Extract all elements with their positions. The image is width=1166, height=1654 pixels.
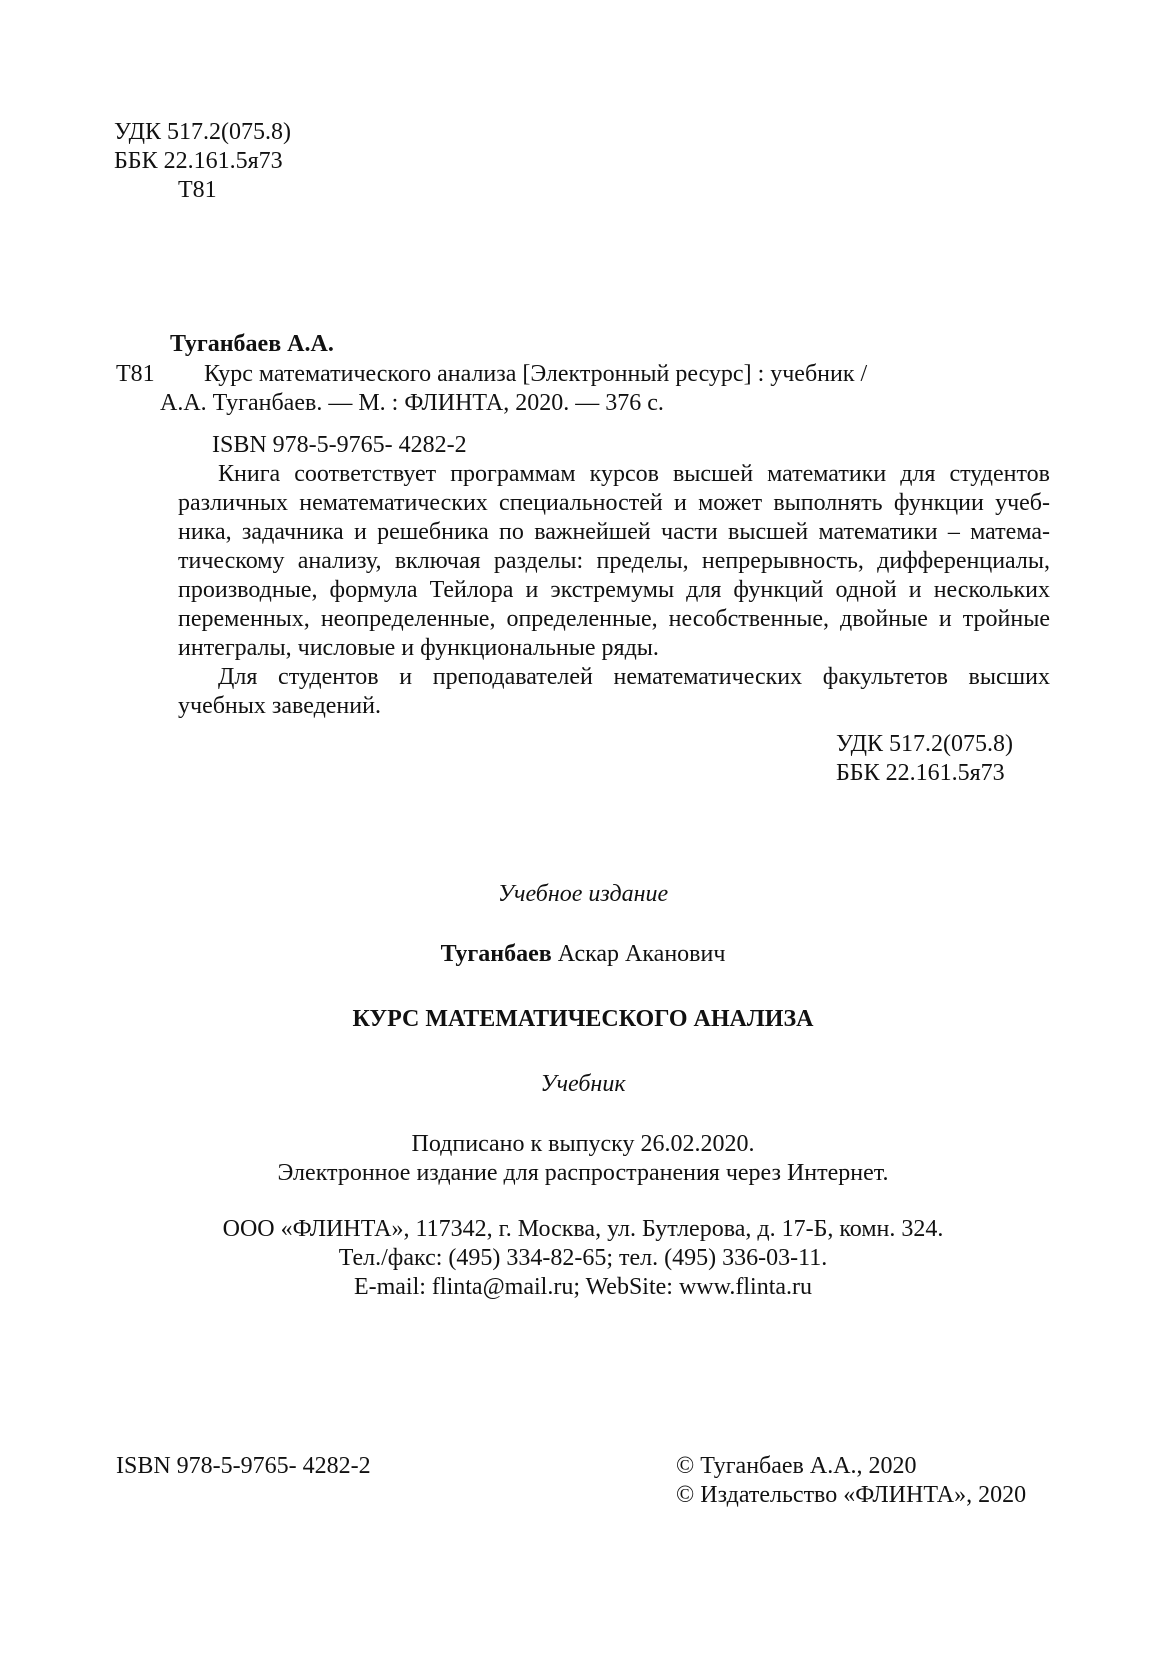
- edition-type: Учебное издание: [497, 881, 669, 907]
- publisher-contacts: E-mail: flinta@mail.ru; WebSite: www.flinta.ru: [353, 1274, 813, 1300]
- annotation-line: ника, задачника и решебника по важнейшей части высшей математики – матема-: [178, 519, 1050, 545]
- book-kind: Учебник: [540, 1071, 626, 1097]
- audience-line: Для студентов и преподавателей нематематических факультетов высших: [218, 664, 1050, 690]
- annotation-line: тическому анализу, включая разделы: пределы, непрерывность, дифференциалы,: [178, 548, 1050, 574]
- audience-line: учебных заведений.: [178, 693, 381, 719]
- annotation-line: производные, формула Тейлора и экстремумы для функций одной и нескольких: [178, 577, 1050, 603]
- signed-for-release: Подписано к выпуску 26.02.2020.: [411, 1131, 755, 1157]
- copyright-publisher: © Издательство «ФЛИНТА», 2020: [676, 1482, 1027, 1508]
- imprint-author-surname: Туганбаев: [440, 941, 552, 967]
- annotation-line: интегралы, числовые и функциональные ряды.: [178, 635, 659, 661]
- annotation-line: различных нематематических специальностей и может выполнять функции учеб-: [178, 490, 1050, 516]
- book-title: КУРС МАТЕМАТИЧЕСКОГО АНАЛИЗА: [352, 1006, 814, 1032]
- annotation-line: Книга соответствует программам курсов высшей математики для студентов: [218, 461, 1050, 487]
- bbk-top: ББК 22.161.5я73: [114, 148, 283, 174]
- record-author-heading: Туганбаев А.А.: [170, 331, 334, 357]
- record-isbn: ISBN 978-5-9765- 4282-2: [212, 432, 467, 458]
- record-udk: УДК 517.2(075.8): [836, 731, 1013, 757]
- imprint-author-given: Аскар Аканович: [551, 941, 726, 967]
- footer-isbn: ISBN 978-5-9765- 4282-2: [116, 1453, 371, 1479]
- record-title-line2: А.А. Туганбаев. — М. : ФЛИНТА, 2020. — 376 с.: [160, 390, 664, 416]
- copyright-author: © Туганбаев А.А., 2020: [676, 1453, 917, 1479]
- record-bbk: ББК 22.161.5я73: [836, 760, 1005, 786]
- publisher-phones: Тел./факс: (495) 334-82-65; тел. (495) 336-03-11.: [338, 1245, 828, 1271]
- annotation-line: переменных, неопределенные, определенные, несобственные, двойные и тройные: [178, 606, 1050, 632]
- record-mark: Т81: [116, 361, 155, 387]
- udk-top: УДК 517.2(075.8): [114, 119, 291, 145]
- author-mark-top: Т81: [178, 177, 217, 203]
- publisher-address: ООО «ФЛИНТА», 117342, г. Москва, ул. Бутлерова, д. 17-Б, комн. 324.: [222, 1216, 944, 1242]
- record-title-line1: Курс математического анализа [Электронный ресурс] : учебник /: [204, 361, 868, 387]
- distribution-note: Электронное издание для распространения через Интернет.: [277, 1160, 889, 1186]
- imprint-author: [0, 940, 1166, 968]
